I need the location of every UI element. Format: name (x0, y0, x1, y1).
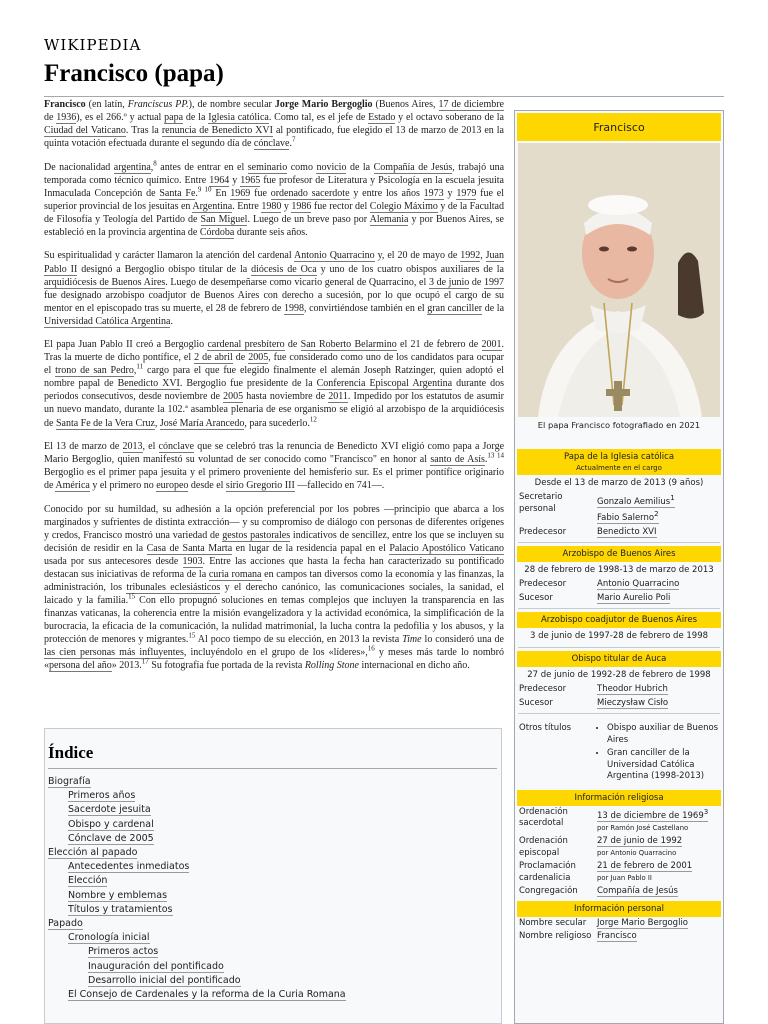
toc-item[interactable]: Cónclave de 2005 (68, 832, 154, 844)
row-value[interactable]: Compañía de Jesús (597, 886, 678, 897)
title-divider (44, 96, 724, 97)
row-key: Predecesor (519, 526, 567, 537)
toc-item[interactable]: Cronología inicial (68, 932, 150, 944)
row-key: Otros títulos (519, 723, 572, 734)
infobox (514, 110, 724, 1024)
infobox-row (515, 917, 723, 931)
row-value[interactable]: 27 de junio de 1992 por Antonio Quarracino (597, 836, 683, 857)
office-band-auca: Obispo titular de Auca (517, 651, 721, 667)
article-paragraph: Su espiritualidad y carácter llamaron la atención del cardenal Antonio Quarracino y, el 20 de mayo de 1992, Juan Pablo II designó a Bergoglio obispo titular de la diócesis de Oca y uno de los cuatro obispos auxiliares de la arquidiócesis de Buenos Aires. Luego de desempeñarse como vicario general de Quarracino, el 3 de junio de 1997 fue designado arzobispo coadjutor de Buenos Aires con derecho a sucesión, por lo que ocupó el cargo de su mentor en el episcopado tras su muerte, el 28 de febrero de 1998, convirtiéndose también en el gran canciller de la Universidad Católica Argentina. (44, 250, 505, 327)
infobox-row (515, 930, 723, 944)
page-title: Francisco (papa) (44, 60, 224, 87)
row-value[interactable]: Mario Aurelio Poli (597, 592, 671, 603)
article-paragraph: De nacionalidad argentina,$^8$ antes de entrar en el seminario como novicio de la Compañía de Jesús, trabajó una temporada como técnico químico. Entre 1964 y 1965 fue profesor de Literatura y Psicología en la escuela jesuita Inmaculada Concepción de Santa Fe.$^{9 10}$ En 1969 fue ordenado sacerdote y entre los años 1973 y 1979 fue el superior provincial de los jesuitas en Argentina. Entre 1980 y 1986 fue rector del Colegio Máximo y de la Facultad de Filosofía y Teología del Partido de San Miguel. Luego de un breve paso por Alemania y por Buenos Aires, se estableció en la provincia argentina de Córdoba durante seis años. (44, 159, 505, 238)
other-title-item[interactable]: • Obispo auxiliar de Buenos Aires (607, 723, 719, 746)
toc-item[interactable]: El Consejo de Cardenales y la reforma de la Curia Romana (68, 989, 346, 1001)
office-dates: Desde el 13 de marzo de 2013 (9 años) (534, 478, 704, 488)
office-dates: 28 de febrero de 1998-13 de marzo de 2013 (524, 565, 714, 576)
personal-info-band: Información personal (517, 901, 721, 917)
toc-item[interactable]: Papado (48, 918, 83, 930)
row-key: Congregación (519, 886, 578, 897)
toc-item[interactable]: Sacerdote jesuita (68, 804, 151, 816)
infobox-row (515, 885, 723, 899)
article-paragraph: El 13 de marzo de 2013, el cónclave que se celebró tras la renuncia de Benedicto XVI eligió como papa a Jorge Mario Bergoglio, quien manifestó su voluntad de ser conocido como "Francisco" en honor al santo de Asís.$^{13 14}$ Bergoglio es el primer papa jesuita y el primero proveniente del hemisferio sur. Es el primer pontífice originario de América y el primero no europeo desde el sirio Gregorio III —fallecido en 741—. (44, 441, 505, 492)
row-value[interactable]: 13 de diciembre de 1969$^3$ por Ramón José Castellano (597, 807, 709, 832)
row-key: Predecesor (519, 579, 567, 590)
row-key: Ordenación sacerdotal (519, 806, 568, 829)
row-key: Nombre secular (519, 917, 587, 928)
toc-list (48, 775, 501, 1002)
other-titles-row (515, 722, 723, 786)
row-value[interactable]: Francisco (597, 931, 637, 942)
toc-item[interactable]: Biografía (48, 776, 91, 787)
office-rows (515, 578, 723, 605)
personal-rows (515, 917, 723, 944)
office-dates: 27 de junio de 1992-28 de febrero de 1998 (527, 670, 711, 681)
article-body (44, 98, 504, 683)
article-paragraph: El papa Juan Pablo II creó a Bergoglio cardenal presbítero de San Roberto Belarmino el 21 de febrero de 2001. Tras la muerte de dicho pontífice, el 2 de abril de 2005, fue considerado como uno de los candidatos para ocupar el trono de san Pedro,$^{11}$ cargo para el que fue elegido finalmente el alemán Joseph Ratzinger, quien adoptó el nombre papal de Benedicto XVI. Bergoglio fue presidente de la Conferencia Episcopal Argentina durante dos periodos consecutivos, desde noviembre de 2005 hasta noviembre de 2011. Impedido por los estatutos de asumir un nuevo mandato, durante la 102.ª asamblea plenaria de ese organismo se eligió al arzobispo de la arquidiócesis de Santa Fe de la Vera Cruz, José María Arancedo, para sucederlo.$^{12}$ (44, 339, 505, 429)
row-key: Ordenación episcopal (519, 836, 568, 858)
row-key: Sucesor (519, 592, 553, 603)
row-value[interactable]: Theodor Hubrich (597, 684, 668, 695)
infobox-row (515, 578, 723, 592)
row-value[interactable]: Mieczysław Cisło (597, 697, 669, 708)
office-band-papa (517, 449, 721, 475)
row-key: Secretario personal (519, 492, 563, 514)
toc-item[interactable]: Elección (68, 875, 108, 887)
office-title[interactable]: Papa de la Iglesia católica (563, 452, 675, 462)
toc-item[interactable]: Obispo y cardenal (68, 818, 154, 830)
photo-caption: El papa Francisco fotografiado en 2021 (537, 420, 701, 430)
row-value[interactable]: 21 de febrero de 2001 por Juan Pablo II (597, 861, 693, 882)
toc-item[interactable]: Desarrollo inicial del pontificado (88, 974, 241, 986)
infobox-row (515, 491, 723, 526)
office-status: Actualmente en el cargo (576, 464, 662, 472)
article-paragraph: Francisco (en latín, Franciscus PP.), de nombre secular Jorge Mario Bergoglio (Buenos Aires, 17 de diciembre de 1936), es el 266.º y actual papa de la Iglesia católica. Como tal, es el jefe de Estado y el octavo soberano de la Ciudad del Vaticano. Tras la renuncia de Benedicto XVI al pontificado, fue elegido el 13 de marzo de 2013 en la quinta votación efectuada durante el segundo día de cónclave.$^7$ (44, 99, 504, 150)
toc-item[interactable]: Elección al papado (48, 847, 138, 859)
row-key: Sucesor (519, 697, 553, 708)
row-value[interactable]: Gonzalo Aemilius$^1$ Fabio Salerno$^2$ (597, 493, 675, 524)
toc-title: Índice (48, 743, 94, 762)
office-rows (515, 683, 723, 710)
toc-item[interactable]: Inauguración del pontificado (88, 960, 224, 972)
infobox-row (515, 806, 723, 836)
office-band-coadjutor: Arzobispo coadjutor de Buenos Aires (517, 612, 721, 628)
toc-item[interactable]: Primeros años (68, 790, 136, 802)
infobox-row (515, 697, 723, 711)
infobox-row (515, 526, 723, 540)
toc-divider (48, 768, 497, 769)
article-paragraph: Conocido por su humildad, su adhesión a la opción preferencial por los pobres —principio que abarca a los marginados y sufrientes de distinta extracción— y su compromiso de diálogo con personas de diferentes orígenes y credos, Francisco mostró una variedad de gestos pastorales indicativos de sencillez, entre los que se incluyen su decisión de residir en la Casa de Santa Marta en lugar de la residencia papal en el Palacio Apostólico Vaticano usada por sus antecesores desde 1903. Entre las acciones que hasta la fecha han caracterizado su pontificado destacan sus iniciativas de reforma de la curia romana en campos tan diversos como la economía y las finanzas, la administración, los tribunales eclesiásticos y el derecho canónico, las comunicaciones sociales, la sanidad, el laicado y la familia.$^{15}$ Con ello propugnó soluciones en temas complejos que incluyen la transparencia en las finanzas vaticanas, la coherencia entre la misión evangelizadora y la actividad económica, la simplificación de la burocracia, la eficacia de la comunicación, la nulidad matrimonial, la lucha contra la pedofilia y los abusos, y la protección de menores y migrantes.$^{15}$ Al poco tiempo de su elección, en 2013 la revista Time lo consideró una de las cien personas más influyentes, incluyéndolo en el grupo de los «líderes»,$^{16}$ y meses más tarde lo nombró «persona del año» 2013.17 Su fotografía fue portada de la revista Rolling Stone internacional en dicho año. (44, 503, 505, 672)
religious-info-band: Información religiosa (517, 790, 721, 806)
office-rows (515, 491, 723, 539)
infobox-row (515, 683, 723, 697)
toc-item[interactable]: Nombre y emblemas (68, 889, 168, 901)
row-value[interactable]: Jorge Mario Bergoglio (597, 917, 689, 928)
portrait-photo[interactable] (518, 143, 720, 417)
toc-item[interactable]: Primeros actos (88, 946, 159, 958)
office-band-arzobispo: Arzobispo de Buenos Aires (517, 546, 721, 562)
infobox-row (515, 835, 723, 860)
religious-rows (515, 806, 723, 899)
wikipedia-logo[interactable]: WIKIPEDIA (44, 36, 142, 54)
infobox-header: Francisco (517, 113, 721, 141)
table-of-contents (44, 728, 502, 1024)
toc-item[interactable]: Títulos y tratamientos (68, 903, 173, 915)
other-titles-list (597, 723, 719, 785)
row-value[interactable]: Antonio Quarracino (597, 579, 680, 590)
row-key: Nombre religioso (519, 931, 592, 942)
infobox-row (515, 592, 723, 606)
row-key: Predecesor (519, 684, 567, 695)
row-key: Proclamación cardenalicia (519, 861, 576, 883)
office-dates: 3 de junio de 1997-28 de febrero de 1998 (529, 631, 709, 642)
infobox-row (515, 860, 723, 885)
toc-item[interactable]: Antecedentes inmediatos (68, 861, 190, 873)
other-title-item[interactable]: • Gran canciller de la Universidad Católica Argentina (1998-2013) (607, 748, 719, 783)
row-value[interactable]: Benedicto XVI (597, 526, 657, 537)
pope-portrait-image (518, 143, 720, 417)
